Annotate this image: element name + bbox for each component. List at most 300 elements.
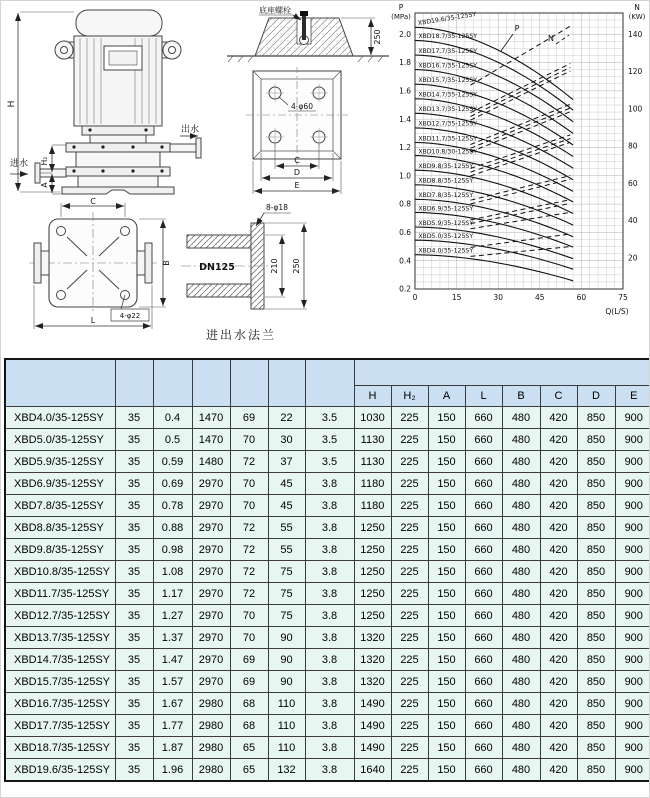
y-left-tick-label: 1.2	[399, 143, 411, 153]
table-cell: 420	[540, 737, 577, 759]
foundation-bolt-label: 底座螺栓	[259, 6, 291, 15]
table-row	[5, 561, 650, 583]
table-cell: 110	[268, 737, 305, 759]
table-row	[5, 627, 650, 649]
y-right-tick-label: 100	[628, 104, 643, 114]
table-row	[5, 715, 650, 737]
table-cell: 150	[428, 649, 465, 671]
table-cell: 1320	[354, 627, 391, 649]
table-cell: 55	[268, 517, 305, 539]
table-cell: 660	[465, 627, 502, 649]
cell-model: XBD16.7/35-125SY	[5, 693, 115, 715]
table-cell: 225	[391, 627, 428, 649]
table-cell: 35	[115, 517, 153, 539]
table-cell: 420	[540, 407, 577, 429]
table-cell: 1030	[354, 407, 391, 429]
curve-label: XBD7.8/35-125SY	[418, 192, 474, 200]
table-row	[5, 649, 650, 671]
table-cell: 110	[268, 693, 305, 715]
table-cell: 225	[391, 759, 428, 782]
table-cell: 3.8	[305, 517, 354, 539]
table-cell: 850	[577, 715, 615, 737]
table-cell: 0.5	[153, 429, 192, 451]
table-cell: 480	[502, 473, 540, 495]
table-cell: 480	[502, 627, 540, 649]
table-cell: 660	[465, 649, 502, 671]
table-cell: 850	[577, 517, 615, 539]
flange-caption: 进出水法兰	[205, 328, 277, 342]
pump-top-view-drawing	[9, 197, 177, 339]
table-cell: 2970	[192, 495, 230, 517]
table-cell: 480	[502, 561, 540, 583]
inlet-label: 进水	[9, 159, 29, 169]
table-cell: 35	[115, 561, 153, 583]
table-cell: 1640	[354, 759, 391, 782]
table-cell: 70	[230, 429, 268, 451]
table-cell: 225	[391, 583, 428, 605]
table-cell: 225	[391, 605, 428, 627]
cell-model: XBD15.7/35-125SY	[5, 671, 115, 693]
table-cell: 225	[391, 517, 428, 539]
table-cell: 480	[502, 539, 540, 561]
table-cell: 225	[391, 495, 428, 517]
table-cell: 150	[428, 517, 465, 539]
table-cell: 850	[577, 561, 615, 583]
table-cell: 480	[502, 495, 540, 517]
table-cell: 420	[540, 671, 577, 693]
table-cell: 3.5	[305, 429, 354, 451]
spec-table-wrap	[4, 358, 649, 782]
table-cell: 30	[268, 429, 305, 451]
header-empty-cell	[305, 359, 354, 407]
table-cell: 2970	[192, 671, 230, 693]
table-cell: 900	[615, 737, 650, 759]
table-cell: 900	[615, 473, 650, 495]
table-cell: 900	[615, 605, 650, 627]
dim-h2-label: H₂	[40, 156, 49, 166]
table-cell: 3.8	[305, 671, 354, 693]
y-right-tick-label: 60	[628, 178, 638, 188]
table-cell: 72	[230, 539, 268, 561]
cell-model: XBD10.8/35-125SY	[5, 561, 115, 583]
table-cell: 480	[502, 715, 540, 737]
table-cell: 850	[577, 429, 615, 451]
table-cell: 420	[540, 517, 577, 539]
table-row	[5, 473, 650, 495]
table-cell: 150	[428, 605, 465, 627]
table-cell: 420	[540, 583, 577, 605]
cell-model: XBD5.9/35-125SY	[5, 451, 115, 473]
x-tick-label: 60	[576, 293, 587, 302]
table-cell: 660	[465, 495, 502, 517]
header-empty-cell	[153, 359, 192, 407]
foundation-dim-250: 250	[373, 29, 382, 45]
table-cell: 420	[540, 627, 577, 649]
table-cell: 1250	[354, 517, 391, 539]
table-cell: 150	[428, 407, 465, 429]
y-left-tick-label: 0.8	[399, 199, 411, 209]
foundation-detail-drawing	[223, 4, 393, 66]
table-cell: 150	[428, 737, 465, 759]
table-cell: 35	[115, 407, 153, 429]
cell-model: XBD4.0/35-125SY	[5, 407, 115, 429]
table-cell: 35	[115, 473, 153, 495]
dim-a-label: A	[40, 182, 49, 188]
table-cell: 90	[268, 671, 305, 693]
header-dim-a: A	[428, 386, 465, 407]
cell-model: XBD11.7/35-125SY	[5, 583, 115, 605]
table-cell: 660	[465, 759, 502, 782]
table-cell: 3.8	[305, 473, 354, 495]
table-cell: 225	[391, 737, 428, 759]
curve-label: XBD19.6/35-125SY	[417, 10, 477, 28]
table-cell: 2970	[192, 649, 230, 671]
table-cell: 2970	[192, 517, 230, 539]
dim-h-label: H	[7, 100, 17, 108]
table-cell: 3.8	[305, 605, 354, 627]
base-plate-dim-c: C	[294, 156, 300, 165]
table-cell: 2970	[192, 473, 230, 495]
p-curve-annotation: P	[514, 24, 520, 33]
cell-model: XBD5.0/35-125SY	[5, 429, 115, 451]
table-cell: 480	[502, 429, 540, 451]
header-dimensions-group	[354, 359, 650, 386]
y-left-tick-label: 1.4	[399, 114, 411, 124]
table-cell: 480	[502, 605, 540, 627]
x-tick-label: 15	[451, 293, 462, 302]
table-cell: 660	[465, 737, 502, 759]
table-cell: 900	[615, 429, 650, 451]
table-row	[5, 671, 650, 693]
table-cell: 90	[268, 627, 305, 649]
top-view-dim-c: C	[90, 197, 96, 206]
y-right-axis-unit: (KW)	[628, 13, 646, 21]
table-cell: 2980	[192, 737, 230, 759]
table-row	[5, 605, 650, 627]
table-cell: 850	[577, 737, 615, 759]
table-cell: 3.8	[305, 627, 354, 649]
table-cell: 1130	[354, 429, 391, 451]
table-cell: 3.8	[305, 693, 354, 715]
cell-model: XBD14.7/35-125SY	[5, 649, 115, 671]
table-cell: 900	[615, 583, 650, 605]
table-cell: 150	[428, 495, 465, 517]
y-left-tick-label: 1.6	[399, 86, 411, 96]
table-cell: 35	[115, 759, 153, 782]
table-row	[5, 583, 650, 605]
table-cell: 150	[428, 451, 465, 473]
table-cell: 660	[465, 473, 502, 495]
table-cell: 900	[615, 715, 650, 737]
table-row	[5, 539, 650, 561]
table-cell: 1.47	[153, 649, 192, 671]
table-cell: 1180	[354, 495, 391, 517]
table-cell: 150	[428, 627, 465, 649]
flange-dim-210: 210	[270, 258, 279, 274]
curve-label: XBD9.8/35-125SY	[418, 162, 474, 170]
table-cell: 660	[465, 693, 502, 715]
table-cell: 75	[268, 561, 305, 583]
cell-model: XBD17.7/35-125SY	[5, 715, 115, 737]
table-cell: 1.87	[153, 737, 192, 759]
table-cell: 420	[540, 693, 577, 715]
y-right-tick-label: 120	[628, 67, 643, 77]
table-cell: 2980	[192, 715, 230, 737]
cell-model: XBD9.8/35-125SY	[5, 539, 115, 561]
table-cell: 900	[615, 627, 650, 649]
table-cell: 1.77	[153, 715, 192, 737]
table-row	[5, 759, 650, 782]
table-cell: 900	[615, 451, 650, 473]
spec-table	[4, 358, 650, 782]
table-cell: 0.69	[153, 473, 192, 495]
table-cell: 420	[540, 429, 577, 451]
table-cell: 68	[230, 715, 268, 737]
table-cell: 35	[115, 583, 153, 605]
table-cell: 900	[615, 407, 650, 429]
table-cell: 660	[465, 407, 502, 429]
table-cell: 70	[230, 495, 268, 517]
x-tick-label: 0	[412, 293, 418, 302]
y-left-axis-unit: (MPa)	[391, 13, 411, 21]
y-right-tick-label: 80	[628, 141, 638, 151]
table-cell: 1.17	[153, 583, 192, 605]
table-cell: 2980	[192, 693, 230, 715]
table-cell: 1.27	[153, 605, 192, 627]
table-cell: 850	[577, 407, 615, 429]
curve-label: XBD4.0/35-125SY	[418, 247, 474, 255]
table-cell: 35	[115, 539, 153, 561]
header-dim-l: L	[465, 386, 502, 407]
table-cell: 75	[268, 583, 305, 605]
header-empty-cell	[115, 359, 153, 407]
y-left-tick-label: 2.0	[399, 29, 411, 39]
table-cell: 480	[502, 583, 540, 605]
table-cell: 480	[502, 649, 540, 671]
table-cell: 480	[502, 693, 540, 715]
table-cell: 0.59	[153, 451, 192, 473]
table-cell: 35	[115, 737, 153, 759]
header-empty-cell	[268, 359, 305, 407]
table-cell: 2970	[192, 605, 230, 627]
table-cell: 72	[230, 517, 268, 539]
top-view-dim-b: B	[162, 260, 171, 266]
table-cell: 420	[540, 539, 577, 561]
table-cell: 480	[502, 671, 540, 693]
table-cell: 65	[230, 737, 268, 759]
table-cell: 69	[230, 407, 268, 429]
curve-label: XBD17.7/35-125SY	[418, 47, 478, 55]
table-cell: 420	[540, 451, 577, 473]
table-cell: 150	[428, 539, 465, 561]
table-cell: 225	[391, 539, 428, 561]
table-cell: 850	[577, 451, 615, 473]
table-cell: 850	[577, 473, 615, 495]
x-axis-title: Q(L/S)	[605, 307, 629, 316]
cell-model: XBD18.7/35-125SY	[5, 737, 115, 759]
x-tick-label: 30	[493, 293, 503, 302]
table-cell: 225	[391, 693, 428, 715]
table-cell: 150	[428, 671, 465, 693]
y-right-tick-label: 40	[628, 216, 638, 226]
table-cell: 660	[465, 539, 502, 561]
table-row	[5, 429, 650, 451]
table-cell: 35	[115, 429, 153, 451]
table-cell: 900	[615, 693, 650, 715]
table-cell: 225	[391, 451, 428, 473]
table-cell: 225	[391, 671, 428, 693]
table-cell: 1490	[354, 737, 391, 759]
flange-dim-250: 250	[292, 258, 301, 274]
power-curve	[471, 247, 571, 257]
curve-label: XBD5.9/35-125SY	[418, 219, 474, 227]
table-cell: 110	[268, 715, 305, 737]
table-cell: 1.08	[153, 561, 192, 583]
top-view-holes-label: 4-φ22	[119, 312, 141, 320]
header-empty-cell	[230, 359, 268, 407]
table-cell: 850	[577, 759, 615, 782]
table-cell: 660	[465, 671, 502, 693]
table-cell: 90	[268, 649, 305, 671]
table-cell: 45	[268, 495, 305, 517]
table-cell: 37	[268, 451, 305, 473]
curve-label: XBD5.0/35-125SY	[418, 232, 474, 240]
x-tick-label: 75	[618, 293, 628, 302]
table-cell: 35	[115, 605, 153, 627]
table-cell: 68	[230, 693, 268, 715]
table-cell: 1250	[354, 561, 391, 583]
table-row	[5, 693, 650, 715]
table-cell: 1490	[354, 715, 391, 737]
table-cell: 55	[268, 539, 305, 561]
curve-label: XBD14.7/35-125SY	[418, 91, 478, 99]
base-plate-holes-label: 4-φ60	[291, 102, 313, 111]
table-cell: 22	[268, 407, 305, 429]
curve-label: XBD6.9/35-125SY	[418, 205, 474, 213]
table-cell: 900	[615, 649, 650, 671]
table-row	[5, 451, 650, 473]
curve-label: XBD15.7/35-125SY	[418, 76, 478, 84]
table-cell: 1250	[354, 539, 391, 561]
curve-label: XBD8.8/35-125SY	[418, 177, 474, 185]
table-cell: 35	[115, 649, 153, 671]
table-cell: 2970	[192, 583, 230, 605]
table-cell: 480	[502, 737, 540, 759]
table-cell: 3.5	[305, 451, 354, 473]
y-left-tick-label: 0.6	[399, 227, 411, 237]
table-cell: 480	[502, 517, 540, 539]
table-row	[5, 517, 650, 539]
table-cell: 3.5	[305, 407, 354, 429]
table-cell: 1470	[192, 429, 230, 451]
table-cell: 35	[115, 451, 153, 473]
y-right-axis-title: N	[634, 3, 640, 12]
outlet-label: 出水	[180, 125, 200, 135]
table-cell: 480	[502, 407, 540, 429]
power-curve	[471, 104, 571, 144]
table-cell: 150	[428, 693, 465, 715]
table-cell: 3.8	[305, 715, 354, 737]
table-cell: 45	[268, 473, 305, 495]
header-dim-h: H	[354, 386, 391, 407]
table-cell: 70	[230, 473, 268, 495]
table-cell: 1.96	[153, 759, 192, 782]
table-cell: 900	[615, 495, 650, 517]
table-cell: 132	[268, 759, 305, 782]
table-cell: 850	[577, 495, 615, 517]
table-cell: 150	[428, 561, 465, 583]
table-cell: 35	[115, 693, 153, 715]
table-cell: 225	[391, 715, 428, 737]
table-cell: 850	[577, 671, 615, 693]
table-cell: 72	[230, 451, 268, 473]
table-cell: 35	[115, 671, 153, 693]
table-cell: 225	[391, 429, 428, 451]
table-cell: 850	[577, 605, 615, 627]
header-empty-cell	[192, 359, 230, 407]
cell-model: XBD8.8/35-125SY	[5, 517, 115, 539]
table-cell: 900	[615, 561, 650, 583]
table-row	[5, 495, 650, 517]
table-cell: 150	[428, 715, 465, 737]
table-cell: 420	[540, 715, 577, 737]
header-dim-e: E	[615, 386, 650, 407]
table-cell: 3.8	[305, 759, 354, 782]
y-right-tick-label: 140	[628, 29, 643, 39]
table-cell: 1.37	[153, 627, 192, 649]
table-cell: 3.8	[305, 583, 354, 605]
header-empty-model	[5, 359, 115, 407]
curve-label: XBD12.7/35-125SY	[418, 120, 478, 128]
table-cell: 150	[428, 473, 465, 495]
power-curve	[471, 176, 571, 201]
top-view-dim-l: L	[90, 316, 96, 325]
table-cell: 72	[230, 583, 268, 605]
table-cell: 35	[115, 495, 153, 517]
table-cell: 1250	[354, 605, 391, 627]
table-cell: 0.88	[153, 517, 192, 539]
table-cell: 3.8	[305, 649, 354, 671]
table-cell: 420	[540, 649, 577, 671]
table-cell: 420	[540, 473, 577, 495]
header-dim-c: C	[540, 386, 577, 407]
y-left-tick-label: 1.0	[399, 171, 411, 181]
table-cell: 75	[268, 605, 305, 627]
table-cell: 660	[465, 583, 502, 605]
table-cell: 850	[577, 649, 615, 671]
pq-curve	[415, 240, 573, 269]
table-cell: 0.98	[153, 539, 192, 561]
table-cell: 900	[615, 539, 650, 561]
table-cell: 0.78	[153, 495, 192, 517]
cell-model: XBD19.6/35-125SY	[5, 759, 115, 782]
base-plate-dim-e: E	[294, 181, 300, 190]
flange-dn-label: DN125	[199, 262, 235, 273]
cell-model: XBD6.9/35-125SY	[5, 473, 115, 495]
table-cell: 35	[115, 627, 153, 649]
table-cell: 225	[391, 561, 428, 583]
flange-holes-label: 8-φ18	[266, 203, 288, 212]
table-cell: 420	[540, 759, 577, 782]
table-cell: 0.4	[153, 407, 192, 429]
table-cell: 660	[465, 517, 502, 539]
table-cell: 1320	[354, 671, 391, 693]
table-cell: 1480	[192, 451, 230, 473]
y-left-axis-title: P	[398, 3, 404, 12]
base-plate-dim-d: D	[293, 168, 301, 177]
table-cell: 900	[615, 517, 650, 539]
table-cell: 150	[428, 583, 465, 605]
